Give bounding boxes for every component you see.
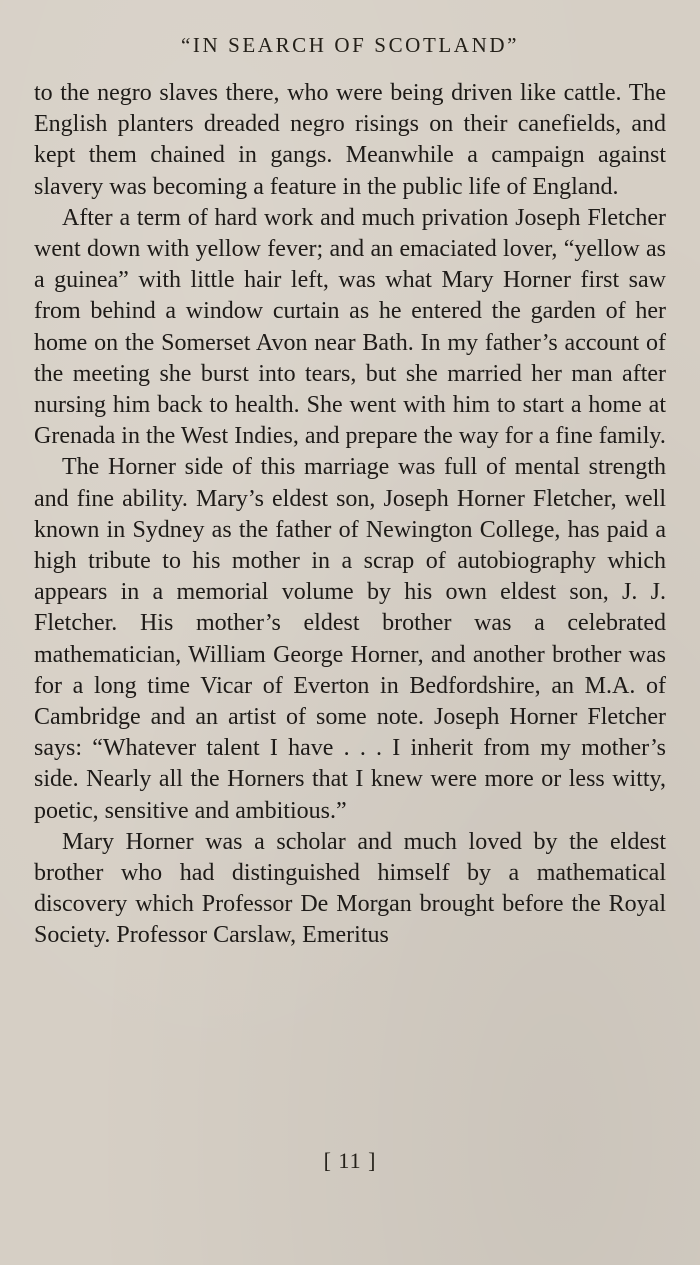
body-text	[34, 78, 666, 952]
page-number: [ 11 ]	[323, 1148, 377, 1173]
paragraph-mary-horner-scholar: Mary Horner was a scholar and much loved by the eldest brother who had distinguished himself by a mathematical discovery which Professor De Morgan brought before the Royal Society. Professor Carslaw, Emeritus	[34, 828, 666, 949]
running-head: “IN SEARCH OF SCOTLAND”	[180, 33, 520, 57]
paragraph-continued: to the negro slaves there, who were being driven like cattle. The English planters dreaded negro risings on their canefields, and kept them chained in gangs. Meanwhile a campaign against slavery was becoming a feature in the public life of England.	[34, 80, 666, 200]
paragraph-fletcher-fever: After a term of hard work and much privation Joseph Fletcher went down with yellow fever; and an emaciated lover, “yellow as a guinea” with little hair left, was what Mary Horner first saw from behind a window curtain as he entered the garden of her home on the Somerset Avon near Bath. In my father’s account of the meeting she burst into tears, but she married her man after nursing him back to health. She went with him to start a home at Grenada in the West Indies, and prepare the way for a fine family.	[34, 204, 666, 450]
paragraph-horner-side: The Horner side of this marriage was full of mental strength and fine ability. Mary’s eldest son, Joseph Horner Fletcher, well known in Sydney as the father of Newington College, has paid a high tribute to his mother in a scrap of autobiography which appears in a memorial volume by his own eldest son, J. J. Fletcher. His mother’s eldest brother was a celebrated mathematician, William George Horner, and another brother was for a long time Vicar of Everton in Bedfordshire, an M.A. of Cambridge and an artist of some note. Joseph Horner Fletcher says: “Whatever talent I have . . . I inherit from my mother’s side. Nearly all the Horners that I knew were more or less witty, poetic, sensitive and ambitious.”	[34, 454, 666, 824]
